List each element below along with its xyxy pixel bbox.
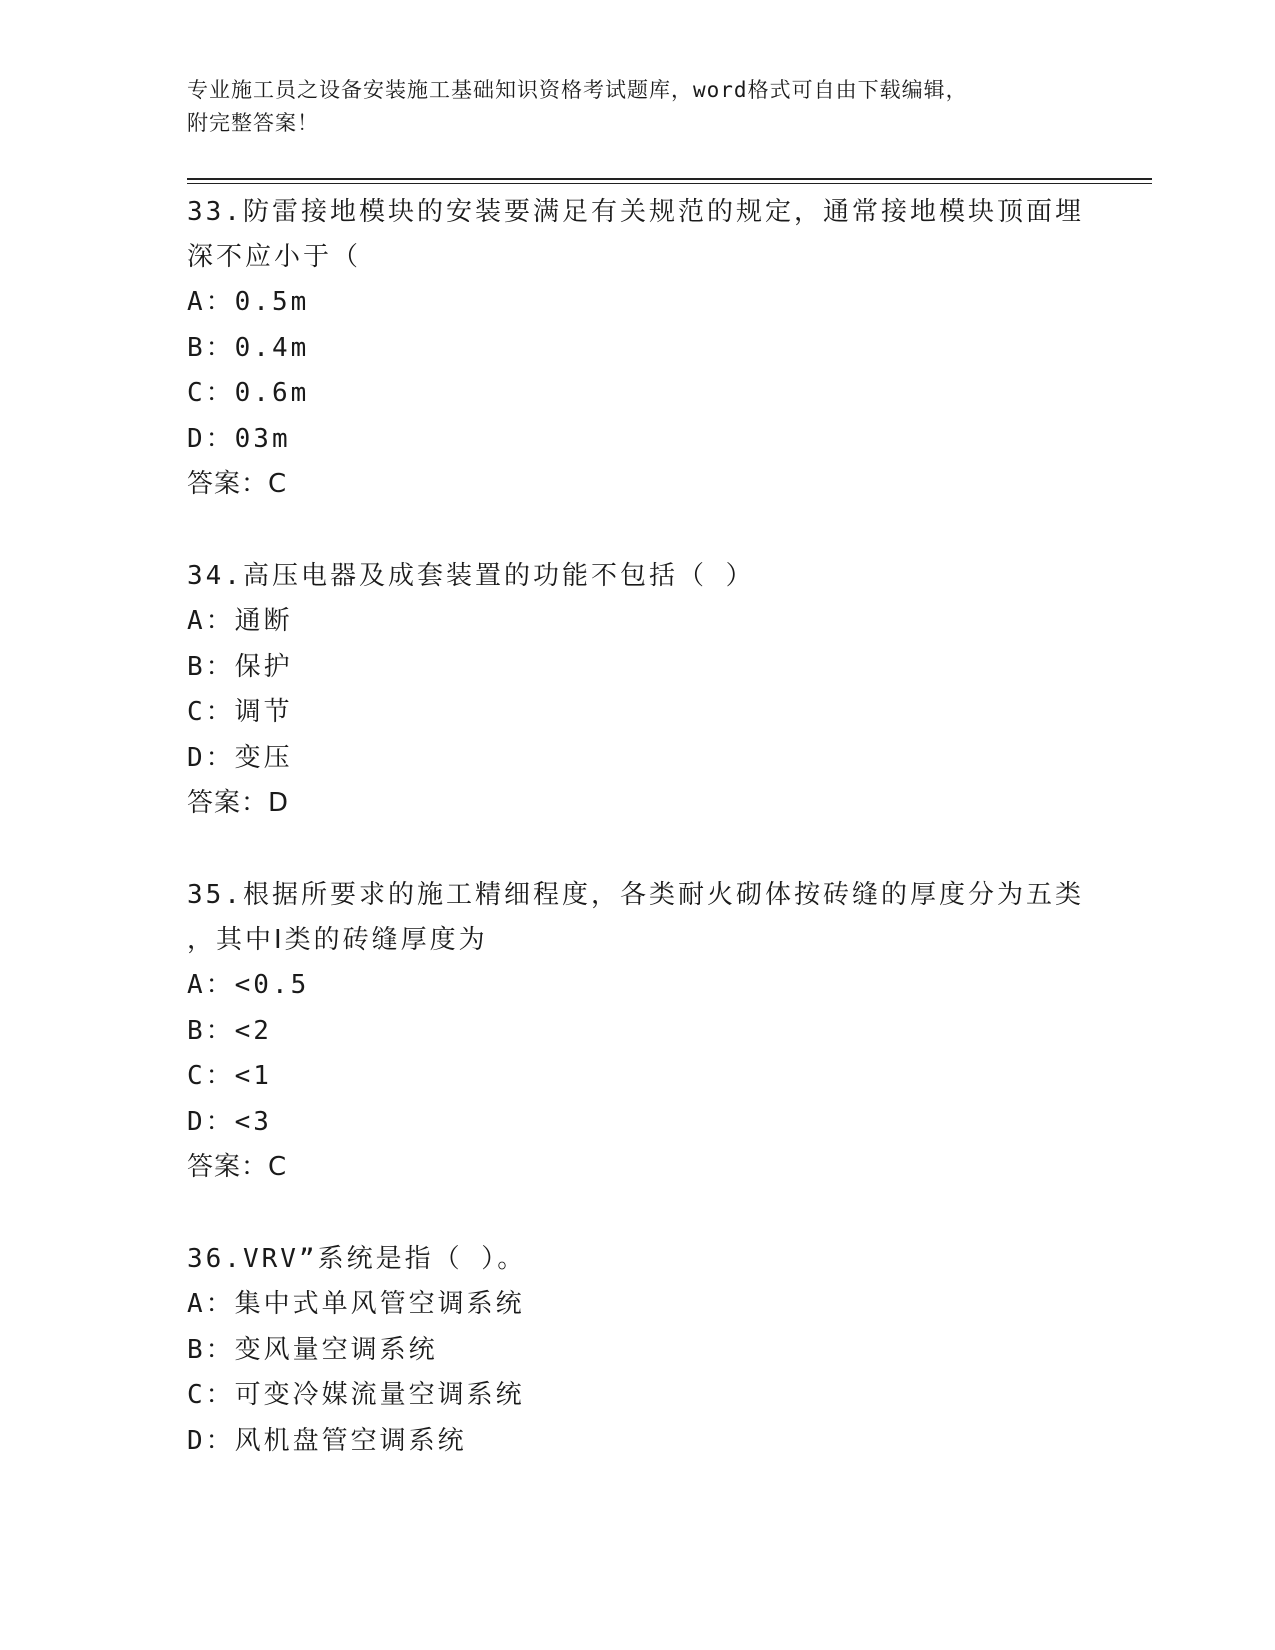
- option-d: D：变压: [187, 742, 293, 773]
- option-c: C：可变冷媒流量空调系统: [187, 1380, 525, 1410]
- option-a: A：集中式单风管空调系统: [187, 1289, 525, 1319]
- option-b: B：0.4m: [187, 332, 310, 363]
- header-divider-thick: [187, 178, 1152, 180]
- question-35: [187, 873, 1117, 1190]
- option-b: B：保护: [187, 651, 293, 682]
- document-header: [187, 74, 1087, 140]
- header-line-1: 专业施工员之设备安装施工基础知识资格考试题库，word格式可自由下载编辑，: [187, 78, 968, 102]
- question-text: [187, 190, 1087, 280]
- question-text-line-2: ，其中Ⅰ类的砖缝厚度为: [187, 925, 488, 955]
- question-36: [187, 1237, 1117, 1464]
- option-c: C：0.6m: [187, 378, 310, 408]
- option-d: D：风机盘管空调系统: [187, 1425, 467, 1456]
- answer: 答案：D: [187, 788, 290, 818]
- option-a: A：<0.5: [187, 970, 310, 1000]
- question-text: [187, 554, 1087, 599]
- option-a: A：通断: [187, 606, 293, 636]
- question-text-line-1: 34.高压电器及成套装置的功能不包括（ ）: [187, 561, 755, 591]
- question-text-line-1: 36.VRV”系统是指（ ）。: [187, 1244, 527, 1274]
- answer: 答案：C: [187, 1152, 288, 1182]
- question-text-line-1: 33.防雷接地模块的安装要满足有关规范的规定，通常接地模块顶面埋: [187, 197, 1084, 227]
- question-text-line-1: 35.根据所要求的施工精细程度，各类耐火砌体按砖缝的厚度分为五类: [187, 880, 1084, 910]
- answer: 答案：C: [187, 469, 288, 499]
- question-text-line-2: 深不应小于（: [187, 242, 362, 272]
- question-text: [187, 873, 1087, 963]
- question-text: [187, 1237, 1087, 1282]
- header-line-2: 附完整答案！: [187, 111, 319, 135]
- option-c: C：调节: [187, 697, 293, 727]
- question-33: [187, 190, 1117, 507]
- option-b: B：<2: [187, 1015, 272, 1046]
- option-d: D：03m: [187, 423, 291, 454]
- question-34: [187, 554, 1117, 826]
- header-divider-thin: [187, 183, 1152, 184]
- option-c: C：<1: [187, 1061, 272, 1091]
- option-a: A：0.5m: [187, 287, 310, 317]
- question-list: [187, 190, 1117, 1511]
- option-b: B：变风量空调系统: [187, 1334, 438, 1365]
- option-d: D：<3: [187, 1106, 272, 1137]
